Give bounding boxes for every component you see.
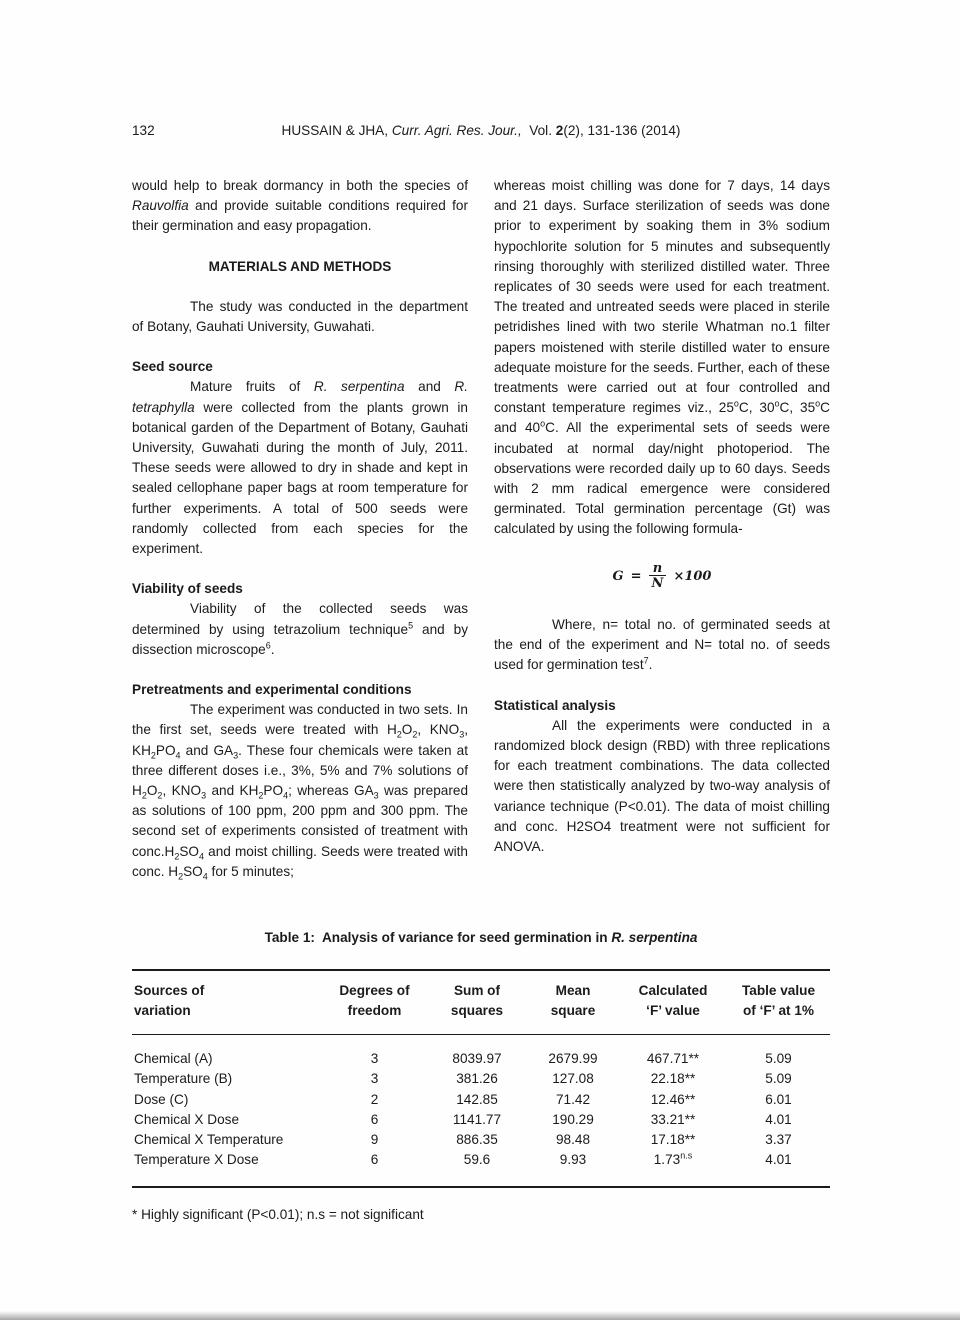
table-row bbox=[132, 1035, 830, 1070]
formula-multiplier: ×100 bbox=[673, 568, 712, 584]
germination-formula bbox=[494, 562, 830, 591]
col-header-sources-of-variation: Sources of variation bbox=[132, 970, 322, 1035]
cell-df: 6 bbox=[370, 1111, 379, 1127]
paragraph-viability: Viability of the collected seeds was determined by using tetrazolium technique$^5$ and by dissection microscope$^6$. bbox=[132, 601, 468, 657]
cell-df: 6 bbox=[370, 1152, 379, 1168]
formula-lhs: G bbox=[612, 568, 624, 584]
formula-numerator: n bbox=[652, 560, 663, 576]
cell-df: 2 bbox=[370, 1091, 379, 1107]
section-heading-materials-and-methods: MATERIALS AND METHODS bbox=[208, 258, 392, 274]
scan-bottom-edge bbox=[0, 1311, 960, 1320]
cell-tv: 4.01 bbox=[765, 1152, 792, 1168]
cell-f: 22.18** bbox=[650, 1071, 696, 1087]
anova-table bbox=[132, 969, 830, 1188]
cell-ms: 190.29 bbox=[552, 1111, 594, 1127]
cell-f: 12.46** bbox=[650, 1091, 696, 1107]
table-section bbox=[132, 928, 830, 1222]
table-row bbox=[132, 1150, 830, 1187]
cell-source: Chemical X Temperature bbox=[134, 1131, 284, 1147]
table-row bbox=[132, 1110, 830, 1130]
left-column bbox=[132, 176, 468, 882]
table-row bbox=[132, 1130, 830, 1150]
col-header-sum-of-squares: Sum of squares bbox=[427, 970, 527, 1035]
cell-source: Chemical (A) bbox=[134, 1051, 213, 1067]
two-column-body bbox=[132, 176, 830, 882]
cell-f: $1.73^{n.s}$ bbox=[653, 1150, 693, 1168]
cell-ms: 98.48 bbox=[555, 1131, 591, 1147]
cell-ss: 142.85 bbox=[456, 1091, 498, 1107]
paragraph-dormancy: would help to break dormancy in both the species of Rauvolfia and provide suitable conditions required for their germination and easy propagation. bbox=[132, 178, 468, 234]
cell-source: Temperature X Dose bbox=[134, 1152, 259, 1168]
formula-fraction bbox=[649, 562, 667, 591]
cell-tv: 5.09 bbox=[765, 1051, 792, 1067]
col-header-mean-square: Mean square bbox=[527, 970, 619, 1035]
cell-f: 33.21** bbox=[650, 1111, 696, 1127]
page-number: 132 bbox=[132, 123, 155, 138]
cell-tv: 4.01 bbox=[765, 1111, 792, 1127]
running-title: HUSSAIN & JHA, Curr. Agri. Res. Jour., Vol. 2(2), 131-136 (2014) bbox=[281, 123, 681, 138]
col-header-degrees-of-freedom: Degrees of freedom bbox=[322, 970, 427, 1035]
cell-df: 9 bbox=[370, 1131, 379, 1147]
cell-ss: 886.35 bbox=[456, 1131, 498, 1147]
cell-ms: 71.42 bbox=[555, 1091, 591, 1107]
formula-equals: = bbox=[630, 568, 642, 584]
paragraph-statistical-analysis: All the experiments were conducted in a randomized block design (RBD) with three replications for each treatment combinations. The data collected were then statistically analyzed by two-way analysis of variance technique (P<0.01). The data of moist chilling and conc. H2SO4 treatment were not sufficient for ANOVA. bbox=[494, 717, 830, 854]
col-header-table-value-f: Table value of ‘F’ at 1% bbox=[727, 970, 830, 1035]
cell-ss: 8039.97 bbox=[452, 1051, 502, 1067]
page-content bbox=[132, 123, 830, 1222]
cell-f: 467.71** bbox=[646, 1051, 700, 1067]
table-header-row bbox=[132, 970, 830, 1035]
cell-df: 3 bbox=[370, 1051, 379, 1067]
paragraph-formula-definitions: Where, n= total no. of germinated seeds at the end of the experiment and N= total no. of seeds used for germination test$^7$. bbox=[494, 616, 830, 673]
table-title: Table 1: Analysis of variance for seed germination in R. serpentina bbox=[264, 930, 698, 946]
table-row bbox=[132, 1069, 830, 1089]
paragraph-moist-chilling: whereas moist chilling was done for 7 days, 14 days and 21 days. Surface sterilization of seeds was done prior to experiment by soaking them in 3% sodium hypochlorite solution for 5 minutes and subsequently rinsing thoroughly with sterilized distilled water. Three replicates of 30 seeds were used for each treatment. The treated and untreated seeds were placed in sterile petridishes lined with two sterile Whatman no.1 filter papers moistened with sterile distilled water to ensure adequate moisture for the seeds. Further, each of these treatments were carried out at four controlled and constant temperature regimes viz., 25$^o$C, 30$^o$C, 35$^o$C and 40$^o$C. All the experimental sets of seeds were incubated at normal day/night photoperiod. The observations were recorded daily up to 60 days. Seeds with 2 mm radical emergence were considered germinated. Total germination percentage (Gt) was calculated by using the following formula- bbox=[494, 178, 831, 537]
cell-df: 3 bbox=[370, 1071, 379, 1087]
paragraph-pretreatments: The experiment was conducted in two sets. In the first set, seeds were treated with $H_2O_2$, $KNO_3$, $KH_2PO_4$ and $GA_3$. These four chemicals were taken at three different doses i.e., 3%, 5% and 7% solutions of $H_2O_2$, $KNO_3$ and $KH_2PO_4$; whereas $GA_3$ was prepared as solutions of 100 ppm, 200 ppm and 300 ppm. The second set of experiments consisted of treatment with $conc.H_2SO_4$ and moist chilling. Seeds were treated with conc. $H_2SO_4$ for 5 minutes; bbox=[132, 702, 469, 882]
cell-ss: 1141.77 bbox=[452, 1111, 502, 1127]
subheading-statistical-analysis: Statistical analysis bbox=[494, 697, 616, 713]
paragraph-seed-source: Mature fruits of R. serpentina and R. tetraphylla were collected from the plants grown in botanical garden of the Department of Botany, Gauhati University, Guwahati during the month of July, 2011. These seeds were allowed to dry in shade and kept in sealed cellophane paper bags at room temperature for further experiments. A total of 500 seeds were randomly collected from each species for the experiment. bbox=[132, 379, 468, 557]
formula-denominator: N bbox=[649, 575, 667, 591]
subheading-pretreatments: Pretreatments and experimental conditions bbox=[132, 682, 412, 698]
subheading-seed-source: Seed source bbox=[132, 359, 213, 375]
cell-tv: 6.01 bbox=[765, 1091, 792, 1107]
cell-ms: 9.93 bbox=[559, 1152, 587, 1168]
cell-ss: 59.6 bbox=[463, 1152, 491, 1168]
cell-ms: 2679.99 bbox=[548, 1051, 598, 1067]
subheading-viability-of-seeds: Viability of seeds bbox=[132, 581, 243, 597]
right-column bbox=[494, 176, 830, 882]
page-header bbox=[132, 123, 830, 143]
cell-source: Dose (C) bbox=[134, 1091, 189, 1107]
cell-tv: 5.09 bbox=[765, 1071, 792, 1087]
cell-tv: 3.37 bbox=[765, 1131, 792, 1147]
cell-source: Chemical X Dose bbox=[134, 1111, 240, 1127]
cell-ss: 381.26 bbox=[456, 1071, 498, 1087]
cell-ms: 127.08 bbox=[552, 1071, 594, 1087]
table-footnote: * Highly significant (P<0.01); n.s = not significant bbox=[132, 1207, 424, 1223]
table-row bbox=[132, 1090, 830, 1110]
col-header-calculated-f-value: Calculated ‘F’ value bbox=[619, 970, 727, 1035]
paragraph-study-location: The study was conducted in the department of Botany, Gauhati University, Guwahati. bbox=[132, 298, 468, 335]
cell-f: 17.18** bbox=[650, 1131, 696, 1147]
cell-source: Temperature (B) bbox=[134, 1071, 233, 1087]
